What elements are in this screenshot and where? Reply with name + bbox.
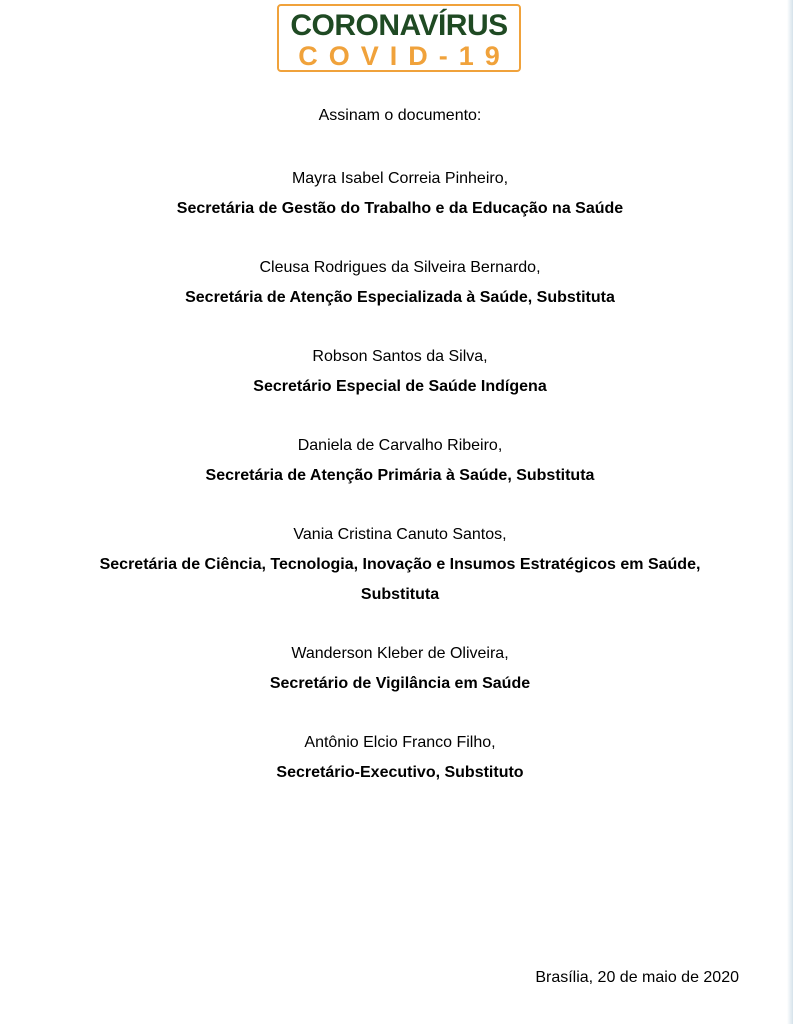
page-edge-shadow — [787, 0, 793, 1024]
signatory-title: Secretário-Executivo, Substituto — [276, 764, 524, 781]
signatory — [60, 639, 740, 699]
logo-title: CORONAVÍRUS — [290, 9, 508, 42]
signatory-name: Daniela de Carvalho Ribeiro, — [297, 437, 503, 454]
signatory-title: Secretário de Vigilância em Saúde — [269, 675, 531, 692]
signatory-name: Vania Cristina Canuto Santos, — [293, 526, 507, 543]
signatory-name: Antônio Elcio Franco Filho, — [304, 734, 496, 751]
signatory-title: Secretária de Atenção Primária à Saúde, Substituta — [205, 467, 595, 484]
signatory-name: Wanderson Kleber de Oliveira, — [291, 645, 509, 662]
signatory — [60, 253, 740, 313]
signatory-title: Secretária de Atenção Especializada à Saúde, Substituta — [185, 289, 615, 306]
signatory — [60, 431, 740, 491]
signatory-name: Cleusa Rodrigues da Silveira Bernardo, — [259, 259, 541, 276]
signatory-list — [60, 164, 740, 817]
logo-subtitle: COVID-19 — [298, 41, 511, 71]
signatory-title: Secretária de Gestão do Trabalho e da Educação na Saúde — [176, 200, 624, 217]
signatory — [60, 164, 740, 224]
covid-logo — [277, 4, 521, 72]
signatory-title: Secretário Especial de Saúde Indígena — [253, 378, 547, 395]
signatory-name: Mayra Isabel Correia Pinheiro, — [291, 170, 509, 187]
intro-text: Assinam o documento: — [318, 107, 482, 124]
signatory — [60, 342, 740, 402]
document-date: Brasília, 20 de maio de 2020 — [535, 969, 739, 986]
signatory — [60, 520, 740, 610]
signatory-name: Robson Santos da Silva, — [312, 348, 488, 365]
signatory-title: Secretária de Ciência, Tecnologia, Inovação e Insumos Estratégicos em Saúde, Substituta — [99, 556, 701, 603]
signatory — [60, 728, 740, 788]
